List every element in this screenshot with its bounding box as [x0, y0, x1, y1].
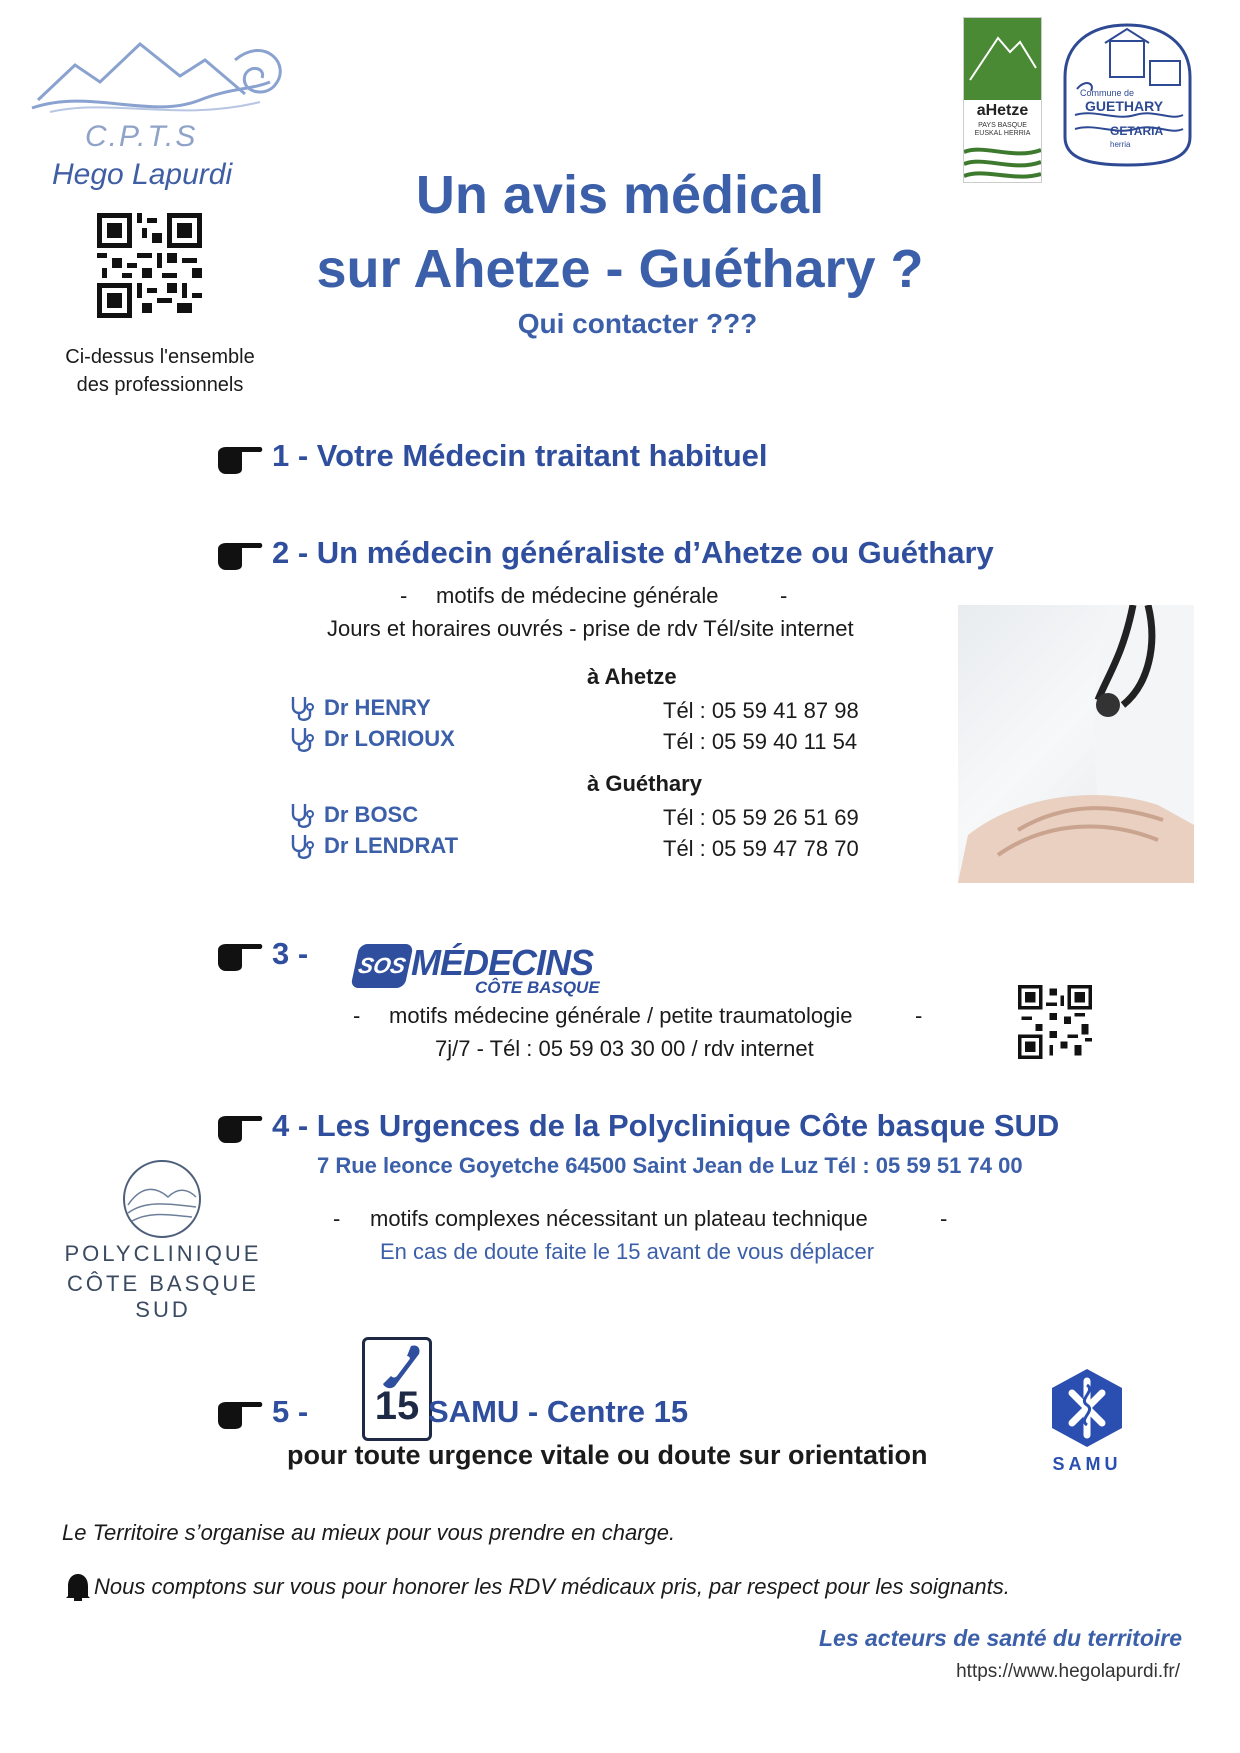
stethoscope-icon: [288, 833, 318, 861]
doctor-bosc: Dr BOSC: [324, 802, 419, 827]
s3-contact: 7j/7 - Tél : 05 59 03 30 00 / rdv internet: [435, 1036, 814, 1061]
doctor-lorioux: Dr LORIOUX: [324, 726, 455, 751]
guethary-name: GUETHARY: [1085, 98, 1164, 114]
centre-15-badge: [362, 1337, 432, 1441]
s2-dash-right: -: [780, 583, 788, 608]
section-4-title: 4 - Les Urgences de la Polyclinique Côte basque SUD: [272, 1108, 1060, 1143]
doctor-photo: [958, 605, 1194, 883]
samu-text: SAMU: [1052, 1454, 1122, 1474]
sos-medecins-word: MÉDECINS: [411, 942, 594, 983]
tel-lorioux[interactable]: Tél : 05 59 40 11 54: [663, 729, 858, 754]
herria-text: herria: [1110, 140, 1131, 149]
stethoscope-icon: [288, 726, 318, 754]
subtitle: Qui contacter ???: [517, 308, 758, 339]
tel-lendrat[interactable]: Tél : 05 59 47 78 70: [663, 836, 859, 861]
s2-motifs: motifs de médecine générale: [436, 583, 719, 608]
centre-15-number: 15: [374, 1384, 420, 1428]
cpts-mountain-logo: [30, 30, 290, 115]
tel-henry[interactable]: Tél : 05 59 41 87 98: [663, 698, 859, 723]
polyclinique-logo: [120, 1157, 204, 1241]
s4-dash-left: -: [333, 1206, 341, 1231]
tel-bosc[interactable]: Tél : 05 59 26 51 69: [663, 805, 859, 830]
ahetze-sub-2: EUSKAL HERRIA: [974, 130, 1031, 137]
pointing-hand-icon: [216, 938, 264, 972]
cpts-name: Hego Lapurdi: [52, 158, 233, 191]
pointing-hand-icon: [216, 1110, 264, 1144]
section-5-number: 5 -: [272, 1394, 309, 1429]
sos-qr-code[interactable]: [1018, 985, 1092, 1059]
footer-url[interactable]: https://www.hegolapurdi.fr/: [956, 1661, 1180, 1682]
pointing-hand-icon: [216, 1396, 264, 1430]
sos-medecins-logo: [355, 942, 625, 998]
guethary-top-text: Commune de: [1080, 88, 1135, 98]
doctor-name: [288, 726, 455, 754]
s4-motifs: motifs complexes nécessitant un plateau technique: [370, 1206, 868, 1231]
title-line-2: sur Ahetze - Guéthary ?: [316, 239, 924, 299]
doctor-lendrat: Dr LENDRAT: [324, 833, 459, 858]
ahetze-sub-1: PAYS BASQUE: [978, 122, 1027, 129]
section-3-number: 3 -: [272, 936, 309, 971]
ahetze-name: aHetze: [976, 102, 1029, 119]
footer-actors: Les acteurs de santé du territoire: [818, 1625, 1182, 1651]
ahetze-mountain-icon: [964, 18, 1041, 100]
sos-cote-basque: CÔTE BASQUE: [475, 978, 600, 997]
s2-dash-left: -: [400, 583, 408, 608]
samu-logo: [1050, 1367, 1124, 1449]
polyclinique-name-2: CÔTE BASQUE SUD: [67, 1271, 259, 1322]
section-5-title: SAMU - Centre 15: [428, 1394, 689, 1429]
bell-icon: [64, 1572, 92, 1602]
stethoscope-icon: [288, 695, 318, 723]
s3-dash-left: -: [353, 1003, 361, 1028]
s3-motifs: motifs médecine générale / petite traumatologie: [389, 1003, 853, 1028]
title-line-1: Un avis médical: [415, 165, 825, 225]
town-ahetze: à Ahetze: [587, 664, 677, 689]
s4-address: 7 Rue leonce Goyetche 64500 Saint Jean de Luz Tél : 05 59 51 74 00: [317, 1153, 1023, 1178]
section-5-subtitle: pour toute urgence vitale ou doute sur orientation: [287, 1440, 928, 1470]
pointing-hand-icon: [216, 441, 264, 475]
polyclinique-name-1: POLYCLINIQUE: [64, 1241, 262, 1266]
doctor-name: [288, 802, 418, 830]
qr-caption-1: Ci-dessus l'ensemble: [65, 346, 255, 368]
section-1-title: 1 - Votre Médecin traitant habituel: [272, 438, 768, 473]
sos-badge: SOS: [350, 944, 413, 988]
stethoscope-icon: [288, 802, 318, 830]
doctor-name: [288, 833, 458, 861]
cpts-acronym: C.P.T.S: [85, 120, 198, 153]
footer-line-2: Nous comptons sur vous pour honorer les RDV médicaux pris, par respect pour les soignants.: [94, 1574, 1010, 1599]
town-guethary: à Guéthary: [587, 771, 702, 796]
qr-caption-2: des professionnels: [76, 374, 244, 396]
s2-hours: Jours et horaires ouvrés - prise de rdv Tél/site internet: [327, 616, 854, 641]
getaria-name: GETARIA: [1110, 124, 1164, 138]
doctor-henry: Dr HENRY: [324, 695, 431, 720]
footer-line-1: Le Territoire s’organise au mieux pour vous prendre en charge.: [62, 1520, 676, 1545]
s3-dash-right: -: [915, 1003, 923, 1028]
section-2-title: 2 - Un médecin généraliste d’Ahetze ou Guéthary: [272, 535, 994, 570]
pointing-hand-icon: [216, 537, 264, 571]
doctor-name: [288, 695, 431, 723]
s4-dash-right: -: [940, 1206, 948, 1231]
s4-doubt: En cas de doute faite le 15 avant de vous déplacer: [380, 1239, 875, 1264]
